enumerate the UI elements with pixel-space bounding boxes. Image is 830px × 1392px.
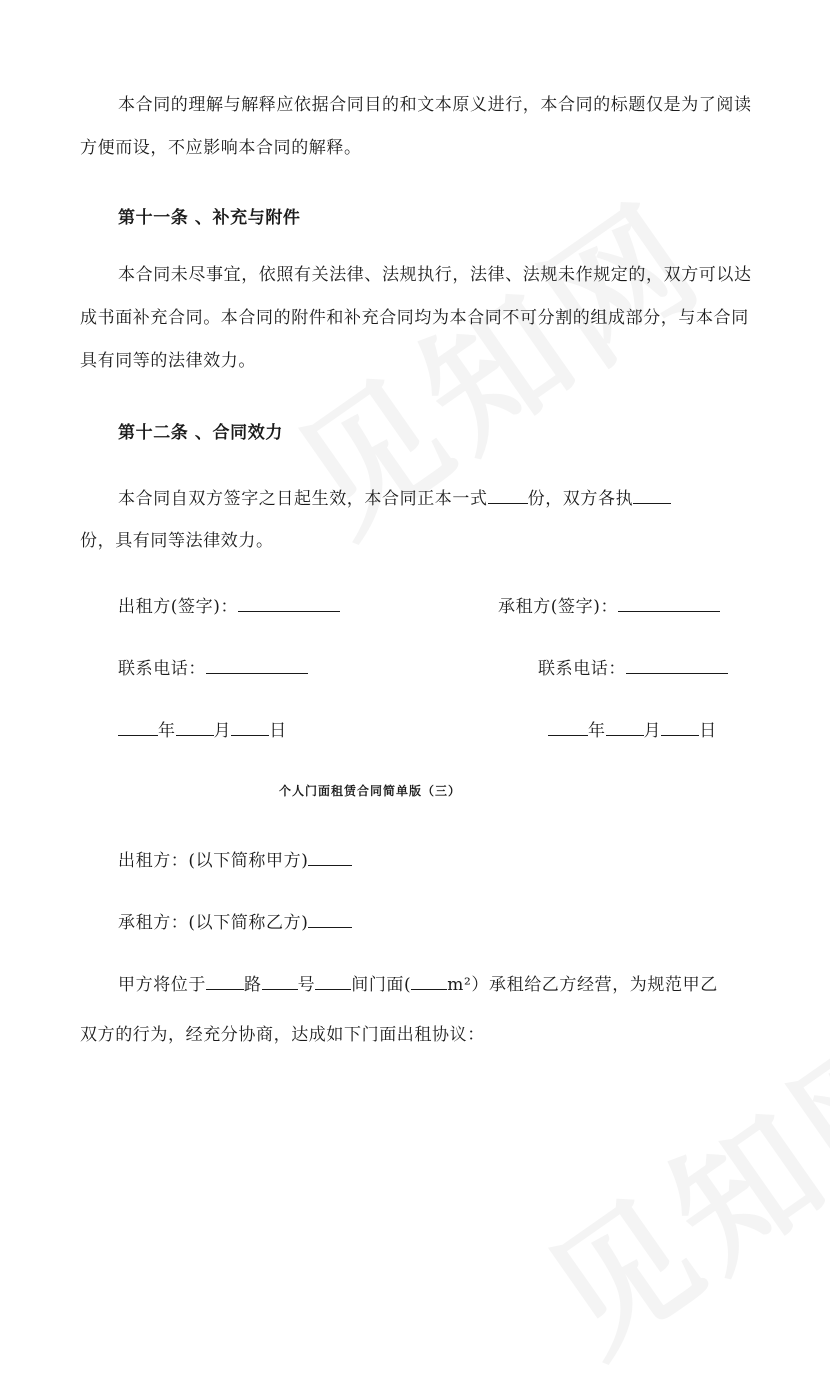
article-12-text-2: 份，双方各执: [527, 489, 634, 509]
lessee-day-blank[interactable]: [661, 719, 699, 736]
lessee-phone-row: [538, 654, 728, 679]
article-12-text-1: 本合同自双方签字之日起生效，本合同正本一式: [118, 489, 488, 509]
watermark-bottom: [503, 969, 830, 1392]
copies-each-blank[interactable]: [633, 487, 671, 504]
lessor-day-label: 日: [269, 721, 287, 741]
lessee-month-blank[interactable]: [606, 719, 644, 736]
party-b-label: 承租方：(以下简称乙方): [118, 913, 309, 933]
area-blank[interactable]: [411, 973, 447, 990]
road-blank[interactable]: [206, 973, 244, 990]
party-b-row: [118, 908, 352, 933]
lessee-phone-label: 联系电话：: [538, 659, 626, 679]
contract-3-title: 个人门面租赁合同简单版（三）: [278, 784, 461, 798]
lessee-signature-row: [498, 592, 720, 617]
paragraph-article-11: 本合同未尽事宜，依照有关法律、法规执行，法律、法规未作规定的，双方可以达成书面补充合同。本合同的附件和补充合同均为本合同不可分割的组成部分，与本合同具有同等的法律效力。: [80, 265, 752, 371]
party-a-label: 出租方：(以下简称甲方): [118, 851, 309, 871]
number-blank[interactable]: [262, 973, 298, 990]
lessee-year-label: 年: [588, 721, 606, 741]
article-12-line-2: 份，具有同等法律效力。: [80, 531, 274, 551]
lessee-month-label: 月: [643, 721, 662, 741]
lessee-phone-blank[interactable]: [626, 657, 728, 674]
party-b-blank[interactable]: [308, 911, 352, 928]
lessor-month-label: 月: [213, 721, 232, 741]
intro-text-4: 间门面(: [351, 975, 412, 995]
lessor-year-label: 年: [158, 721, 176, 741]
lessor-phone-row: [118, 654, 308, 679]
lessee-year-blank[interactable]: [548, 719, 588, 736]
party-a-blank[interactable]: [308, 849, 352, 866]
intro-text-1: 甲方将位于: [118, 975, 206, 995]
lessor-signature-row: [118, 592, 340, 617]
lessor-date-row: [118, 716, 287, 741]
intro-text-2: 路: [244, 975, 262, 995]
article-12-line-1: [118, 484, 671, 509]
copies-total-blank[interactable]: [488, 487, 528, 504]
lessee-signature-label: 承租方(签字)：: [498, 597, 619, 617]
intro-line-1: [118, 970, 718, 995]
party-a-row: [118, 846, 352, 871]
lessee-day-label: 日: [699, 721, 717, 741]
intro-text-3: 号: [297, 975, 316, 995]
paragraph-interpretation: 本合同的理解与解释应依据合同目的和文本原义进行，本合同的标题仅是为了阅读方便而设，不应影响本合同的解释。: [80, 95, 752, 158]
lessor-month-blank[interactable]: [176, 719, 214, 736]
article-12-heading: 第十二条 、合同效力: [118, 423, 283, 443]
lessee-date-row: [548, 716, 717, 741]
lessor-phone-label: 联系电话：: [118, 659, 206, 679]
lessor-signature-label: 出租方(签字)：: [118, 597, 239, 617]
intro-line-2: 双方的行为，经充分协商，达成如下门面出租协议：: [80, 1025, 485, 1045]
rooms-blank[interactable]: [315, 973, 351, 990]
lessee-signature-blank[interactable]: [618, 595, 720, 612]
lessor-phone-blank[interactable]: [206, 657, 308, 674]
article-11-heading: 第十一条 、补充与附件: [118, 208, 301, 228]
intro-text-5: m²）承租给乙方经营，为规范甲乙: [447, 975, 718, 995]
lessor-signature-blank[interactable]: [238, 595, 340, 612]
lessor-day-blank[interactable]: [231, 719, 269, 736]
lessor-year-blank[interactable]: [118, 719, 158, 736]
